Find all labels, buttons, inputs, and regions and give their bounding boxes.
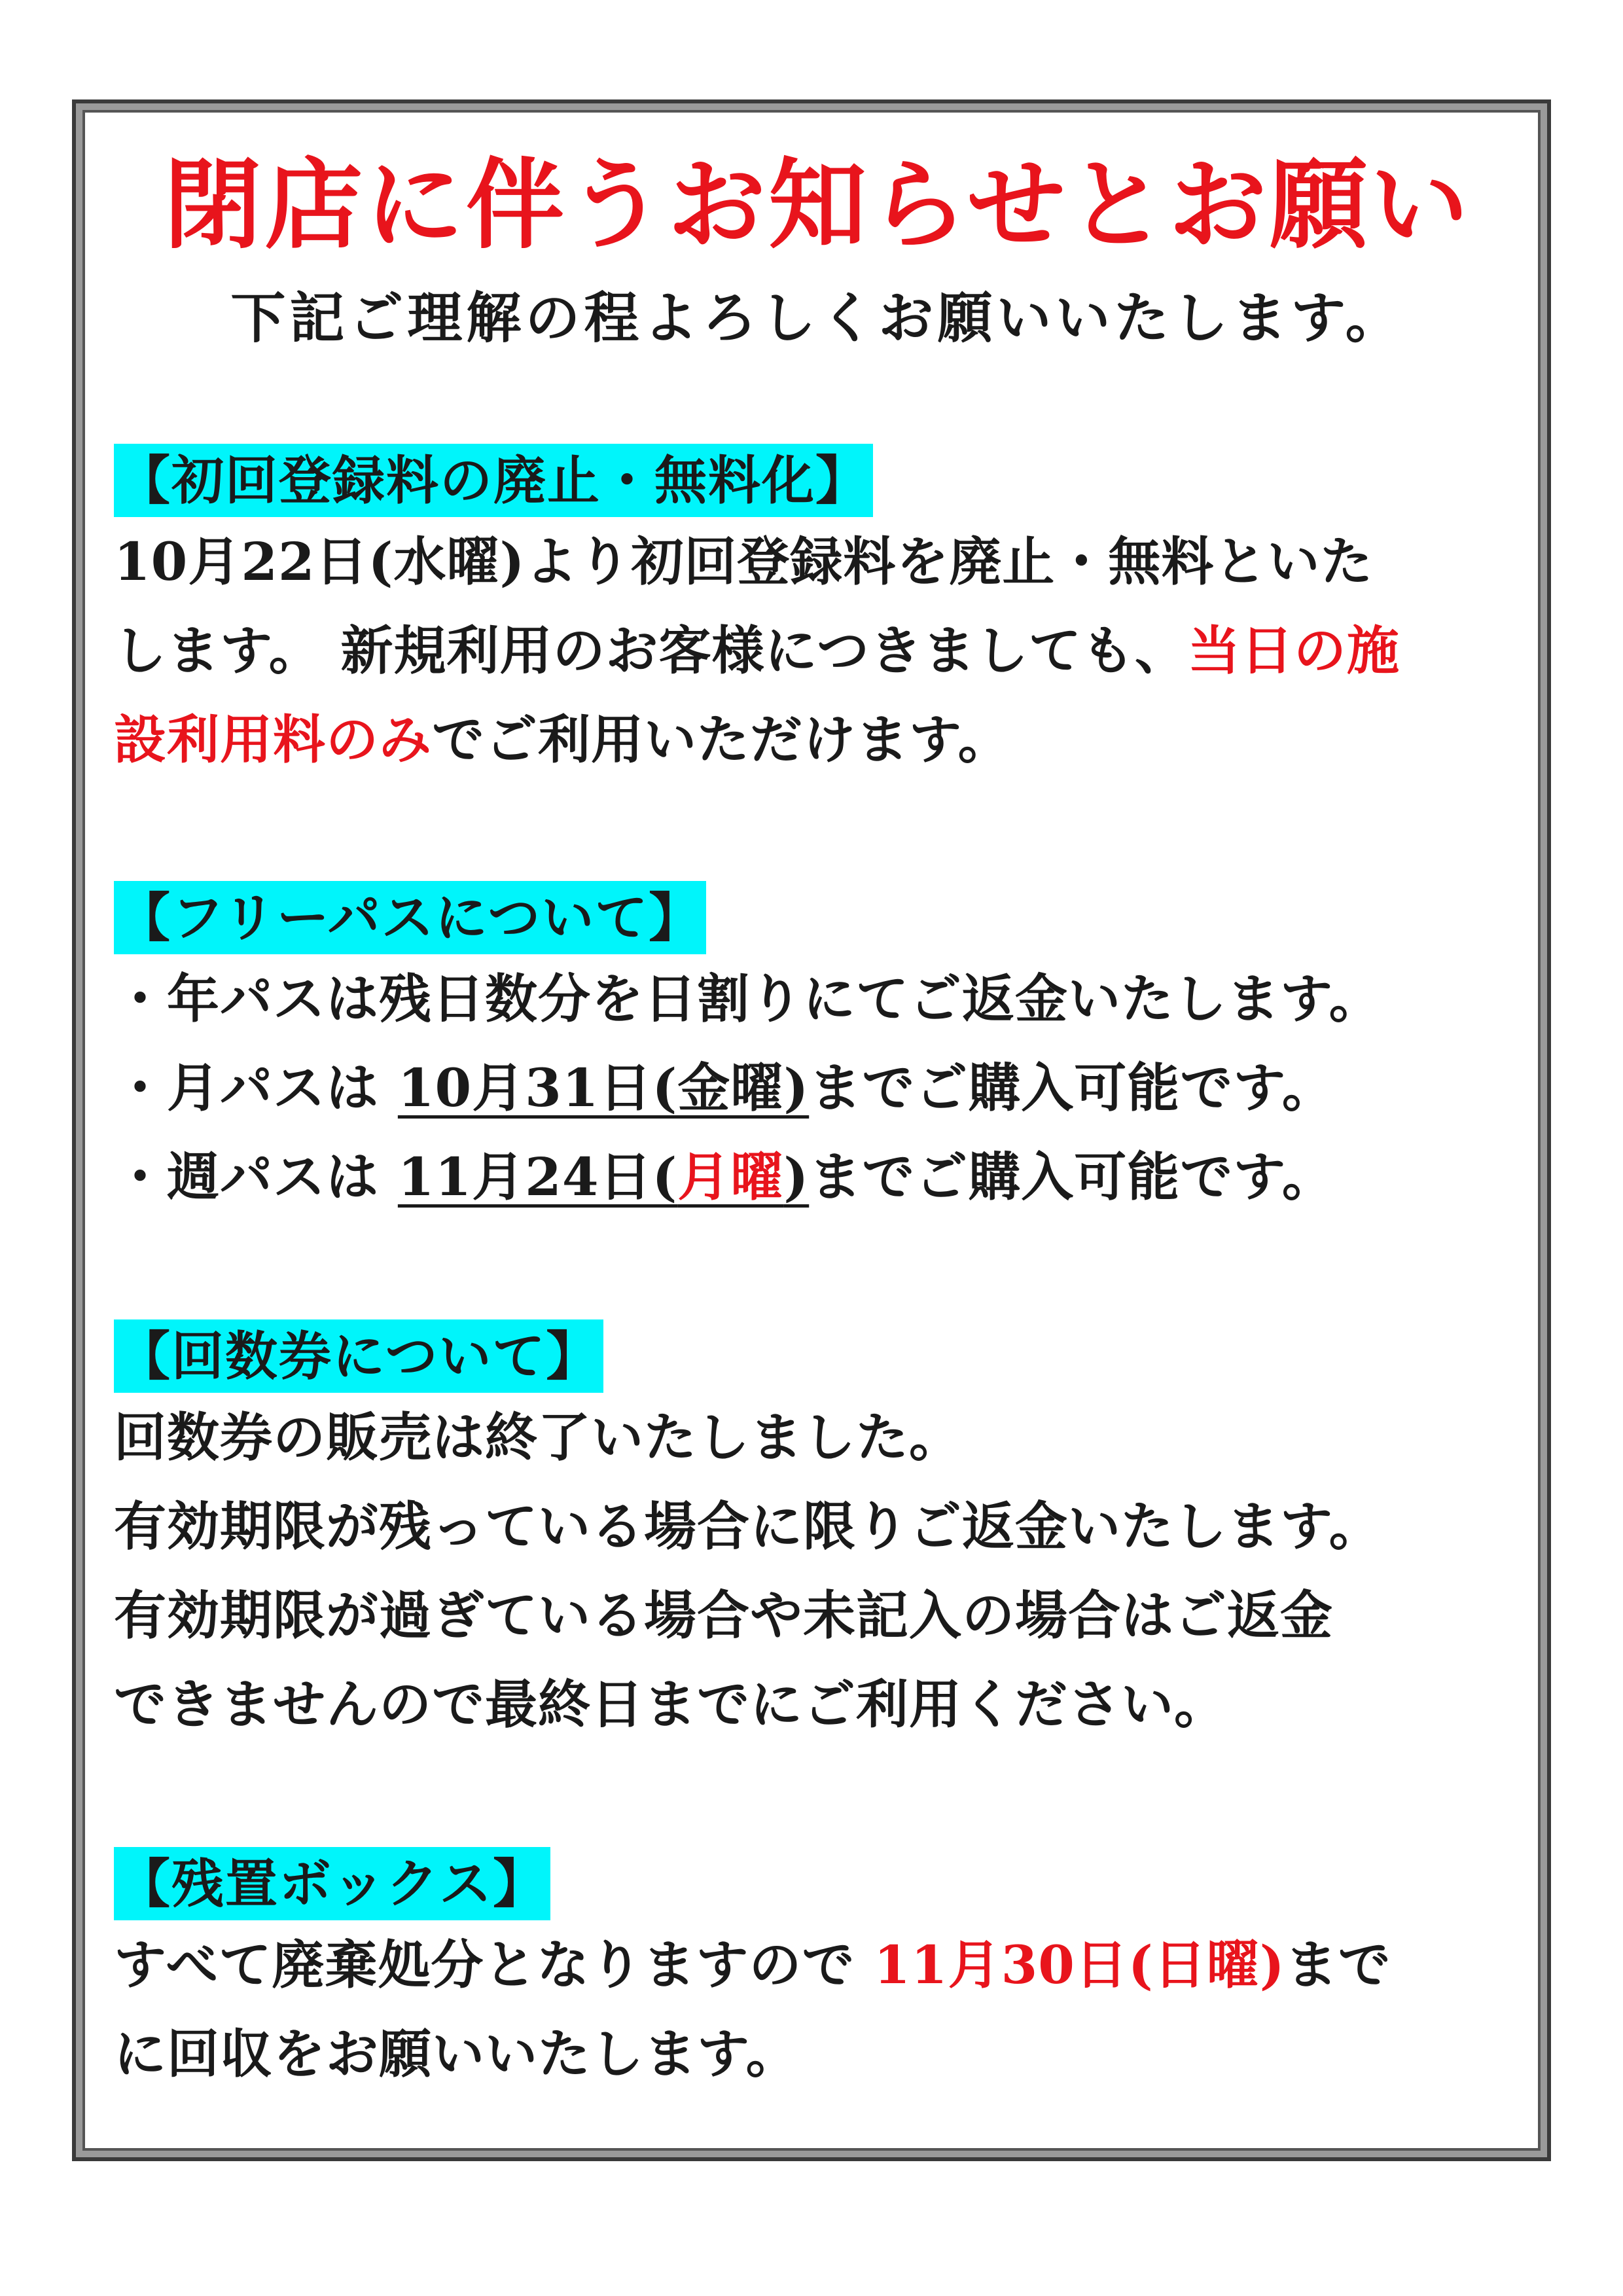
paragraph-line <box>114 517 1521 606</box>
paragraph-line <box>114 606 1521 695</box>
deadline-date <box>398 1146 809 1208</box>
notice-frame <box>72 99 1551 2161</box>
section-heading: 【残置ボックス】 <box>114 1847 550 1920</box>
section-free-pass <box>114 881 1521 1221</box>
text: 10月22日(水曜)より初回登録料を廃止・無料といた <box>114 531 1374 592</box>
paragraph-line: できませんので最終日までにご利用ください。 <box>114 1674 1227 1735</box>
section-heading: 【初回登録料の廃止・無料化】 <box>114 444 873 517</box>
list-item <box>114 954 1521 1043</box>
list-item <box>114 1132 1521 1221</box>
highlight-text: 当日の施 <box>1187 620 1400 681</box>
list-item <box>114 1043 1521 1132</box>
highlight-text: 設利用料のみ <box>114 709 432 770</box>
paragraph-line <box>114 1920 1521 2009</box>
text: までご購入可能です。 <box>809 1057 1335 1119</box>
text: すべて廃棄処分となりますので <box>114 1934 855 1996</box>
text: でご利用いただけます。 <box>432 709 1011 770</box>
highlight-text: 月曜 <box>677 1146 784 1208</box>
text: ) <box>783 1146 810 1208</box>
text: ・週パスは <box>114 1146 379 1208</box>
text: 11月24日( <box>397 1146 678 1208</box>
notice-body <box>82 110 1541 2151</box>
paragraph-line: 有効期限が過ぎている場合や未記入の場合はご返金 <box>114 1585 1333 1646</box>
section-registration-fee <box>114 444 1521 784</box>
highlight-text: 11月30日(日曜) <box>874 1934 1285 1996</box>
notice-title: 閉店に伴うお知らせとお願い <box>164 147 1471 262</box>
paragraph-line: に回収をお願いいたします。 <box>114 2023 799 2085</box>
notice-subtitle: 下記ご理解の程よろしくお願いいたします。 <box>230 285 1404 350</box>
deadline-date: 10月31日(金曜) <box>397 1057 810 1119</box>
section-heading: 【回数券について】 <box>114 1319 603 1393</box>
paragraph-line: 回数券の販売は終了いたしました。 <box>114 1407 962 1468</box>
section-left-items-box <box>114 1847 1521 2098</box>
text: ・年パスは残日数分を日割りにてご返金いたします。 <box>114 968 1382 1030</box>
paragraph-line: 有効期限が残っている場合に限りご返金いたします。 <box>114 1496 1382 1557</box>
section-coupon-tickets <box>114 1319 1521 1749</box>
paragraph-line <box>114 695 1521 784</box>
text: ・月パスは <box>114 1057 379 1119</box>
text: まで <box>1285 1934 1391 1996</box>
section-heading: 【フリーパスについて】 <box>114 881 706 954</box>
text: までご購入可能です。 <box>809 1146 1335 1208</box>
text: します。 新規利用のお客様につきましても、 <box>114 620 1188 681</box>
